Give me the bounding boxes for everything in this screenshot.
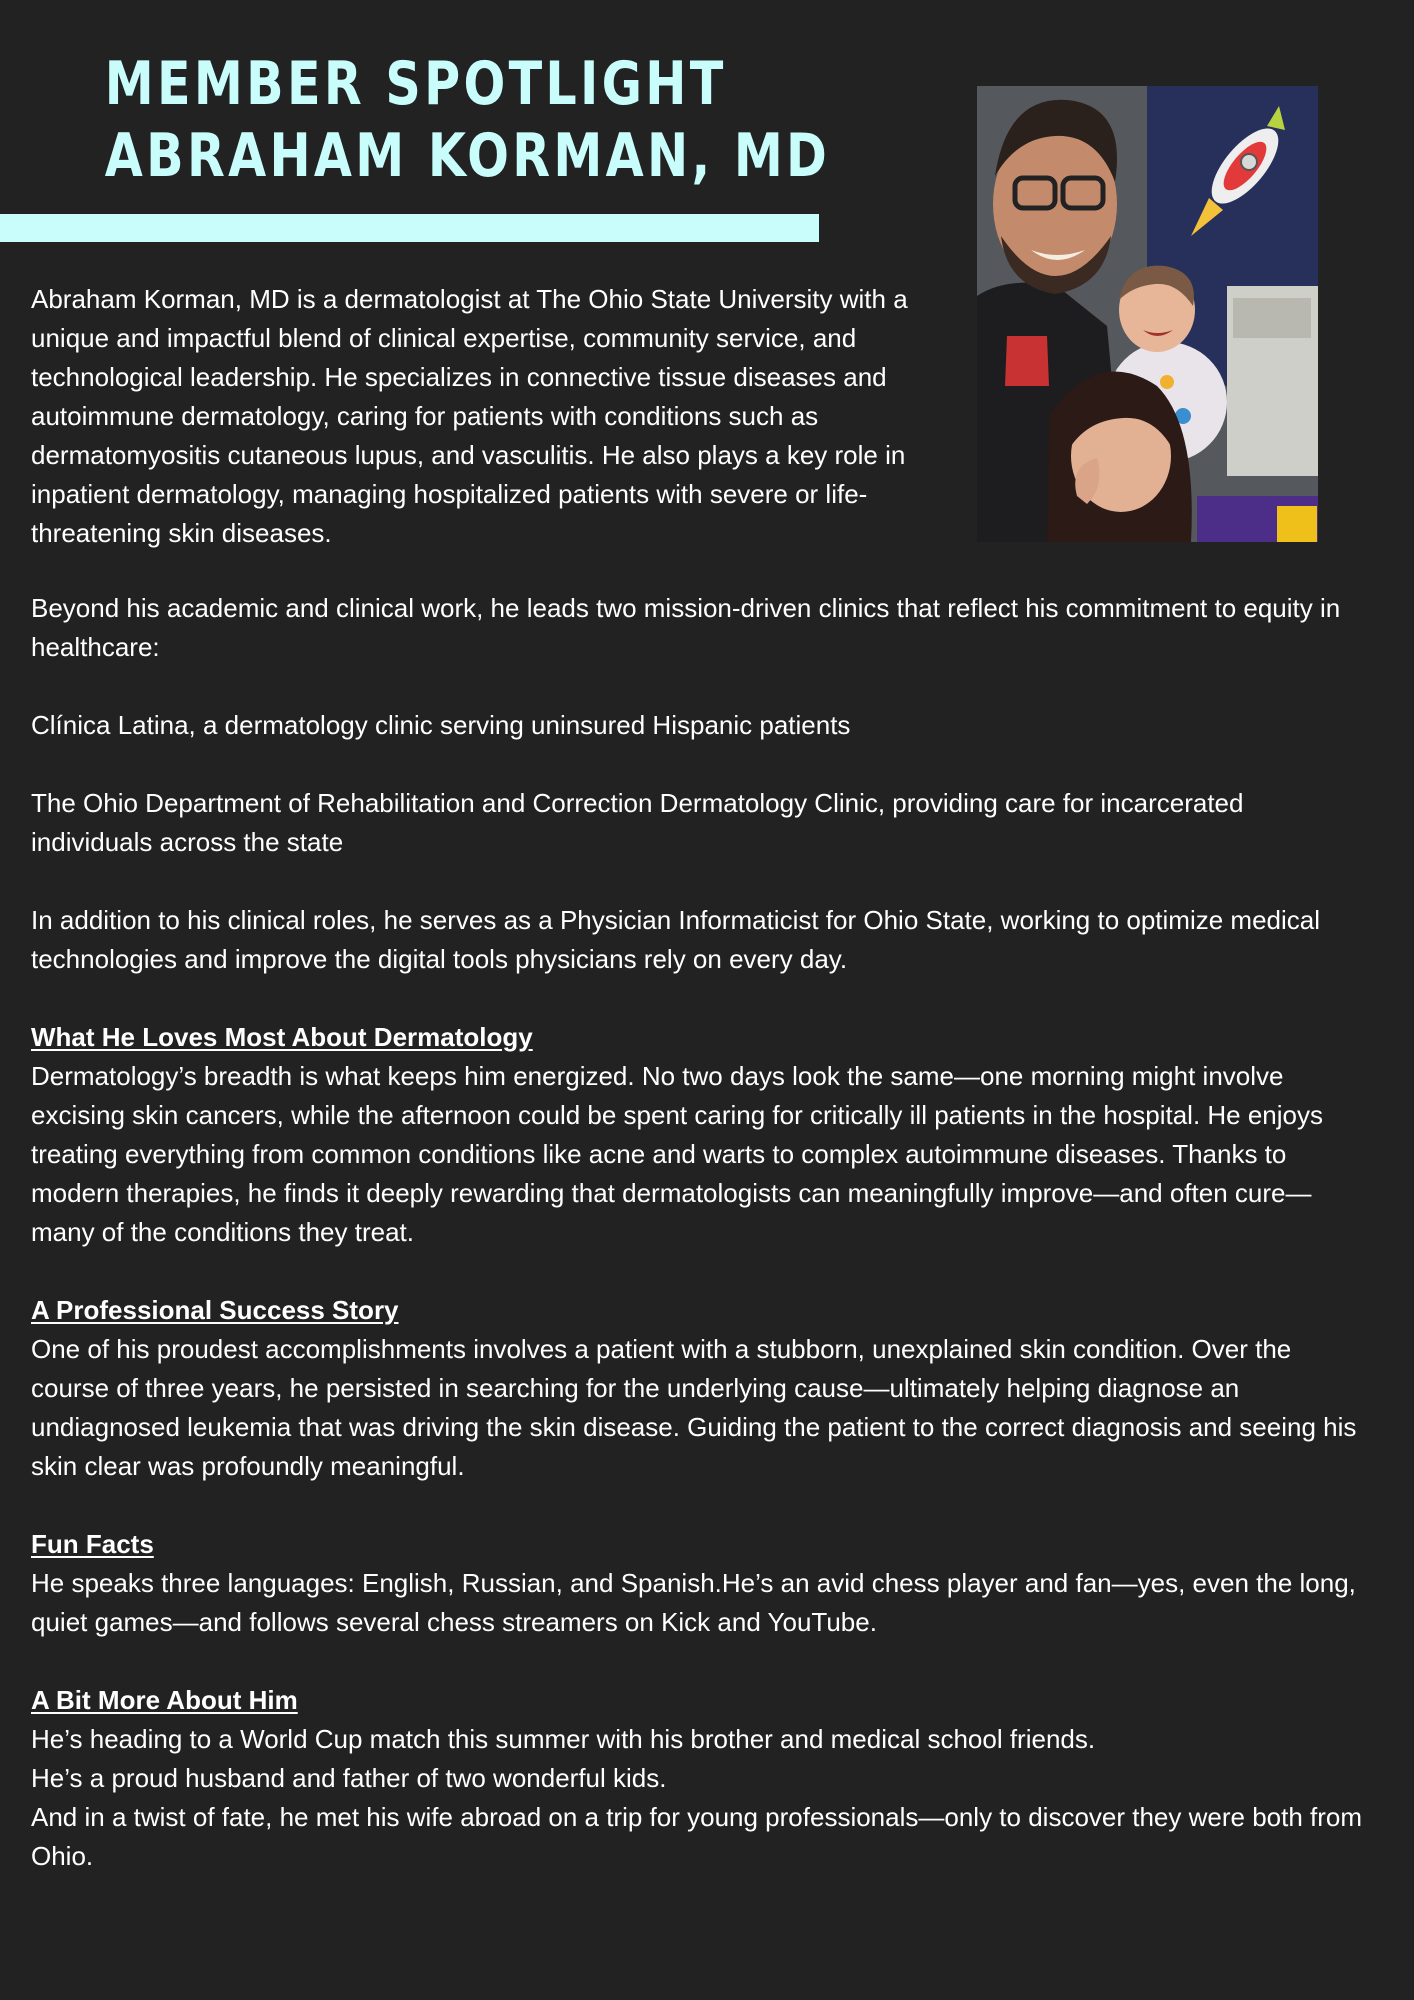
more-line-wife: And in a twist of fate, he met his wife abroad on a trip for young professionals—only to discover they were both from Ohio. bbox=[31, 1802, 1363, 1871]
section-body-loves: Dermatology’s breadth is what keeps him energized. No two days look the same—one morning might involve excising skin cancers, while the afternoon could be spent caring for critically ill patients in the hospital. He enjoys treating everything from common conditions like acne and warts to complex autoimmune diseases. Thanks to modern therapies, he finds it deeply rewarding that dermatologists can meaningfully improve—and often cure—many of the conditions they treat. bbox=[31, 1061, 1324, 1247]
section-heading-more: A Bit More About Him bbox=[31, 1685, 298, 1715]
clinic-latina-paragraph: Clínica Latina, a dermatology clinic serving uninsured Hispanic patients bbox=[31, 710, 851, 740]
section-body-fun-facts: He speaks three languages: English, Russian, and Spanish.He’s an avid chess player and fan—yes, even the long, quiet games—and follows several chess streamers on Kick and YouTube. bbox=[31, 1568, 1356, 1637]
section-body-success: One of his proudest accomplishments involves a patient with a stubborn, unexplained skin condition. Over the course of three years, he persisted in searching for the underlying cause—ultimately helping diagnose an undiagnosed leukemia that was driving the skin disease. Guiding the patient to the correct diagnosis and seeing his skin clear was profoundly meaningful. bbox=[31, 1334, 1357, 1481]
page-title bbox=[104, 48, 831, 192]
article-body bbox=[31, 589, 1371, 1876]
clinics-lead-paragraph: Beyond his academic and clinical work, he leads two mission-driven clinics that reflect his commitment to equity in healthcare: bbox=[31, 593, 1341, 662]
intro-paragraph: Abraham Korman, MD is a dermatologist at The Ohio State University with a unique and impactful blend of clinical expertise, community service, and technological leadership. He specializes in connective tissue diseases and autoimmune dermatology, caring for patients with conditions such as dermatomyositis cutaneous lupus, and vasculitis. He also plays a key role in inpatient dermatology, managing hospitalized patients with severe or life-threatening skin diseases. bbox=[31, 284, 908, 548]
more-line-family: He’s a proud husband and father of two wonderful kids. bbox=[31, 1763, 667, 1793]
member-family-photo bbox=[977, 86, 1318, 542]
section-heading-success: A Professional Success Story bbox=[31, 1295, 399, 1325]
title-accent-bar bbox=[0, 214, 819, 242]
odrc-clinic-paragraph: The Ohio Department of Rehabilitation and Correction Dermatology Clinic, providing care for incarcerated individuals across the state bbox=[31, 788, 1244, 857]
section-heading-loves: What He Loves Most About Dermatology bbox=[31, 1022, 533, 1052]
more-line-world-cup: He’s heading to a World Cup match this summer with his brother and medical school friends. bbox=[31, 1724, 1096, 1754]
title-line-member-spotlight: MEMBER SPOTLIGHT bbox=[104, 49, 727, 119]
photo-illustration bbox=[977, 86, 1318, 542]
section-heading-fun-facts: Fun Facts bbox=[31, 1529, 154, 1559]
informatics-paragraph: In addition to his clinical roles, he serves as a Physician Informaticist for Ohio State, working to optimize medical technologies and improve the digital tools physicians rely on every day. bbox=[31, 905, 1321, 974]
title-line-member-name: ABRAHAM KORMAN, MD bbox=[104, 121, 831, 191]
